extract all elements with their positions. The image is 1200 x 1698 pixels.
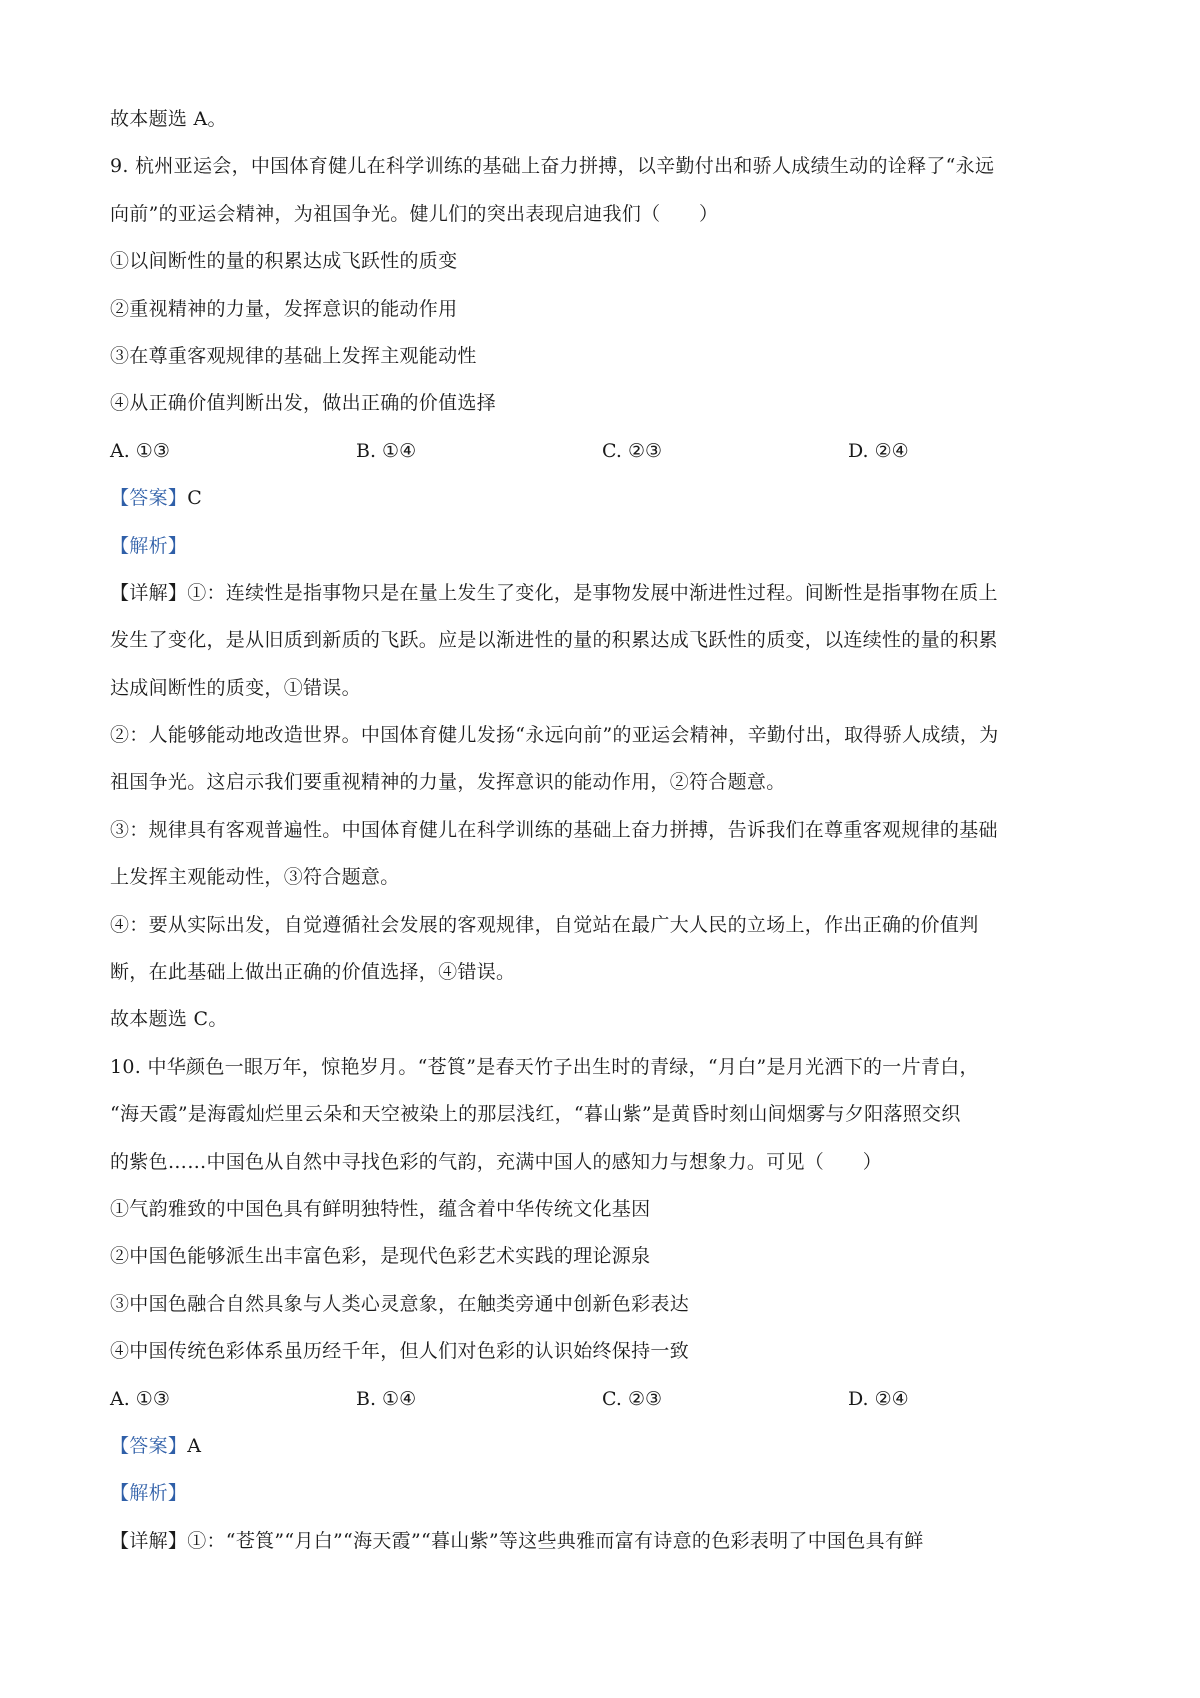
q9-options [110,428,1100,475]
q10-stem-line: 的紫色……中国色从自然中寻找色彩的气韵，充满中国人的感知力与想象力。可见（ ） [110,1150,883,1173]
q10-answer [110,1423,1100,1470]
q9-detail-line [110,570,1100,617]
q9-analysis [110,523,1100,570]
answer-label: 【答案】 [110,487,188,510]
q9-answer [110,475,1100,522]
q10-statement: ①气韵雅致的中国色具有鲜明独特性，蕴含着中华传统文化基因 [110,1197,651,1220]
detail-text: ①：“苍筤”“月白”“海天霞”“暮山紫”等这些典雅而富有诗意的色彩表明了中国色具有鲜 [187,1529,924,1552]
q9-detail-line: 上发挥主观能动性，③符合题意。 [110,866,400,889]
q9-detail-line: 达成间断性的质变，①错误。 [110,676,361,699]
q10-option-c: C. ②③ [602,1387,663,1410]
q9-conclusion: 故本题选 C。 [110,1008,228,1031]
q9-stem-line: 9. 杭州亚运会，中国体育健儿在科学训练的基础上奋力拼搏，以辛勤付出和骄人成绩生动的诠释了“永远 [110,155,995,178]
q9-statement: ④从正确价值判断出发，做出正确的价值选择 [110,392,497,415]
q10-statement: ④中国传统色彩体系虽历经千年，但人们对色彩的认识始终保持一致 [110,1340,690,1363]
q9-option-d: D. ②④ [848,439,909,462]
question-10 [110,1044,1100,1565]
q10-stem-line: 10. 中华颜色一眼万年，惊艳岁月。“苍筤”是春天竹子出生时的青绿，“月白”是月光洒下的一片青白， [110,1055,979,1078]
q10-stem-line: “海天霞”是海霞灿烂里云朵和天空被染上的那层浅红，“暮山紫”是黄昏时刻山间烟雾与夕阳落照交织 [110,1103,961,1126]
q10-option-d: D. ②④ [848,1387,909,1410]
document-page [110,96,1100,1565]
q10-option-b: B. ①④ [356,1387,417,1410]
q9-detail-line: ④：要从实际出发，自觉遵循社会发展的客观规律，自觉站在最广大人民的立场上，作出正确的价值判 [110,913,979,936]
q9-detail-line: ②：人能够能动地改造世界。中国体育健儿发扬“永远向前”的亚运会精神，辛勤付出，取得骄人成绩，为 [110,724,999,747]
q9-option-c: C. ②③ [602,439,663,462]
q9-detail-line: 断，在此基础上做出正确的价值选择，④错误。 [110,961,516,984]
analysis-label: 【解析】 [110,534,188,557]
q9-statement: ②重视精神的力量，发挥意识的能动作用 [110,297,458,320]
q9-detail-line: 祖国争光。这启示我们要重视精神的力量，发挥意识的能动作用，②符合题意。 [110,771,786,794]
q9-detail-line: 发生了变化，是从旧质到新质的飞跃。应是以渐进性的量的积累达成飞跃性的质变，以连续性的量的积累 [110,629,998,652]
q10-options [110,1376,1100,1423]
q9-option-a: A. ①③ [110,439,170,462]
analysis-label: 【解析】 [110,1482,188,1505]
question-9 [110,143,1100,1043]
q10-option-a: A. ①③ [110,1387,170,1410]
detail-label: 【详解】 [110,1529,188,1552]
q9-statement: ③在尊重客观规律的基础上发挥主观能动性 [110,344,477,367]
q9-stem-line: 向前”的亚运会精神，为祖国争光。健儿们的突出表现启迪我们（ ） [110,202,719,225]
answer-value: C [187,487,203,510]
q10-statement: ②中国色能够派生出丰富色彩，是现代色彩艺术实践的理论源泉 [110,1245,651,1268]
q10-analysis [110,1470,1100,1517]
q9-detail-line: ③：规律具有客观普遍性。中国体育健儿在科学训练的基础上奋力拼搏，告诉我们在尊重客观规律的基础 [110,818,998,841]
q8-conclusion: 故本题选 A。 [110,108,227,130]
answer-value: A [187,1434,202,1457]
q9-statement: ①以间断性的量的积累达成飞跃性的质变 [110,250,458,273]
q10-statement: ③中国色融合自然具象与人类心灵意象，在触类旁通中创新色彩表达 [110,1292,690,1315]
q9-option-b: B. ①④ [356,439,417,462]
q10-detail-line [110,1518,1100,1565]
detail-label: 【详解】 [110,581,188,604]
answer-label: 【答案】 [110,1434,188,1457]
detail-text: ①：连续性是指事物只是在量上发生了变化，是事物发展中渐进性过程。间断性是指事物在质上 [187,581,998,604]
